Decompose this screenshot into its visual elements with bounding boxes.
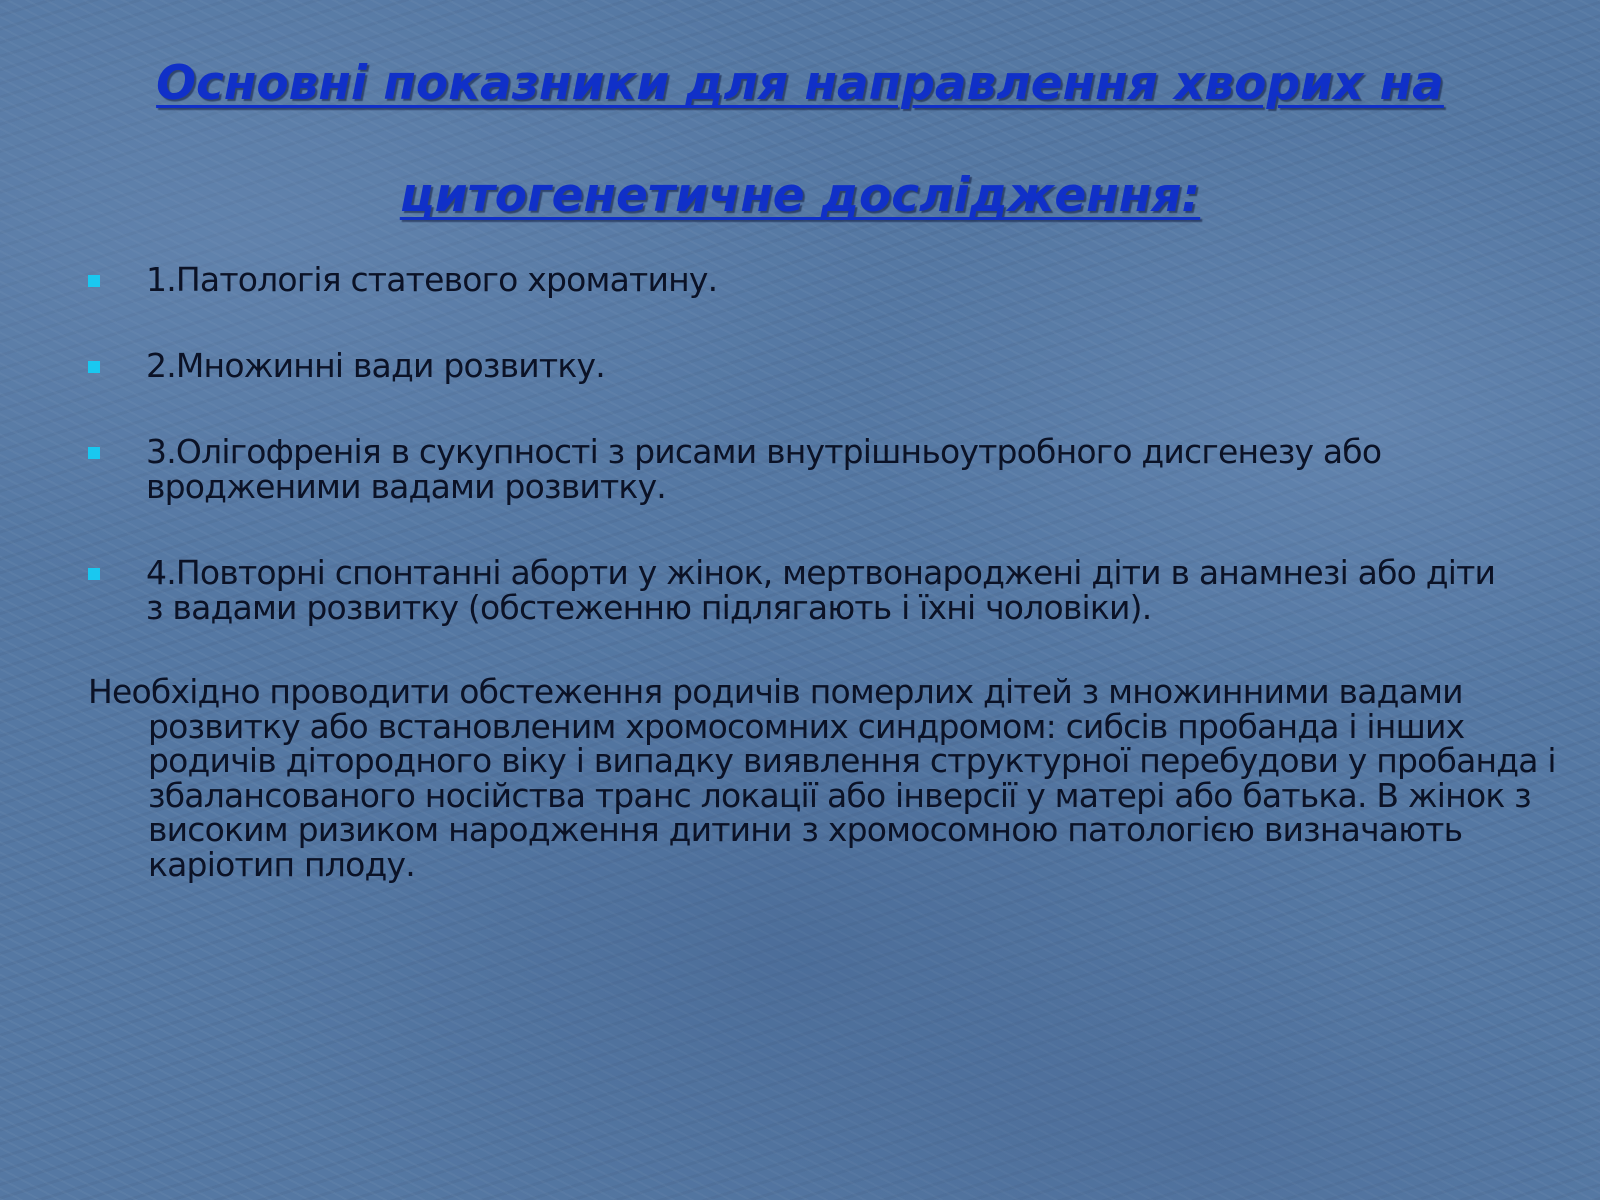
square-bullet-icon	[88, 568, 100, 580]
slide-title	[80, 28, 1520, 252]
note-paragraph: Необхідно проводити обстеження родичів померлих дітей з множинними вадами розвитку або встановленим хромосомних синдромом: сибсів пробанда і інших родичів дітородного віку і випадку виявлення структурної перебудови у пробанда і збалансованого носійства транс локації або інверсії у матері або батька. В жінок з високим ризиком народження дитини з хромосомною патологією визначають каріотип плоду.	[88, 672, 1556, 884]
bullet-text-3: 3.Олігофренія в сукупності з рисами внутрішньоутробного дисгенезу або вродженими вадами розвитку.	[146, 432, 1382, 506]
bullet-list	[88, 262, 1508, 625]
square-bullet-icon	[88, 361, 100, 373]
bullet-text-2: 2.Множинні вади розвитку.	[146, 346, 605, 385]
bullet-text-4: 4.Повторні спонтанні аборти у жінок, мертвонароджені діти в анамнезі або діти з вадами розвитку (обстеженню підлягають і їхні чоловіки).	[146, 553, 1496, 627]
bullet-item-2	[88, 348, 1508, 383]
bullet-item-3	[88, 434, 1508, 504]
title-line-2: цитогенетичне дослідження:	[399, 168, 1201, 223]
square-bullet-icon	[88, 447, 100, 459]
bullet-item-1	[88, 262, 1508, 297]
bullet-text-1: 1.Патологія статевого хроматину.	[146, 260, 718, 299]
title-line-1: Основні показники для направлення хворих на	[156, 56, 1444, 111]
bullet-item-4	[88, 555, 1508, 625]
square-bullet-icon	[88, 275, 100, 287]
